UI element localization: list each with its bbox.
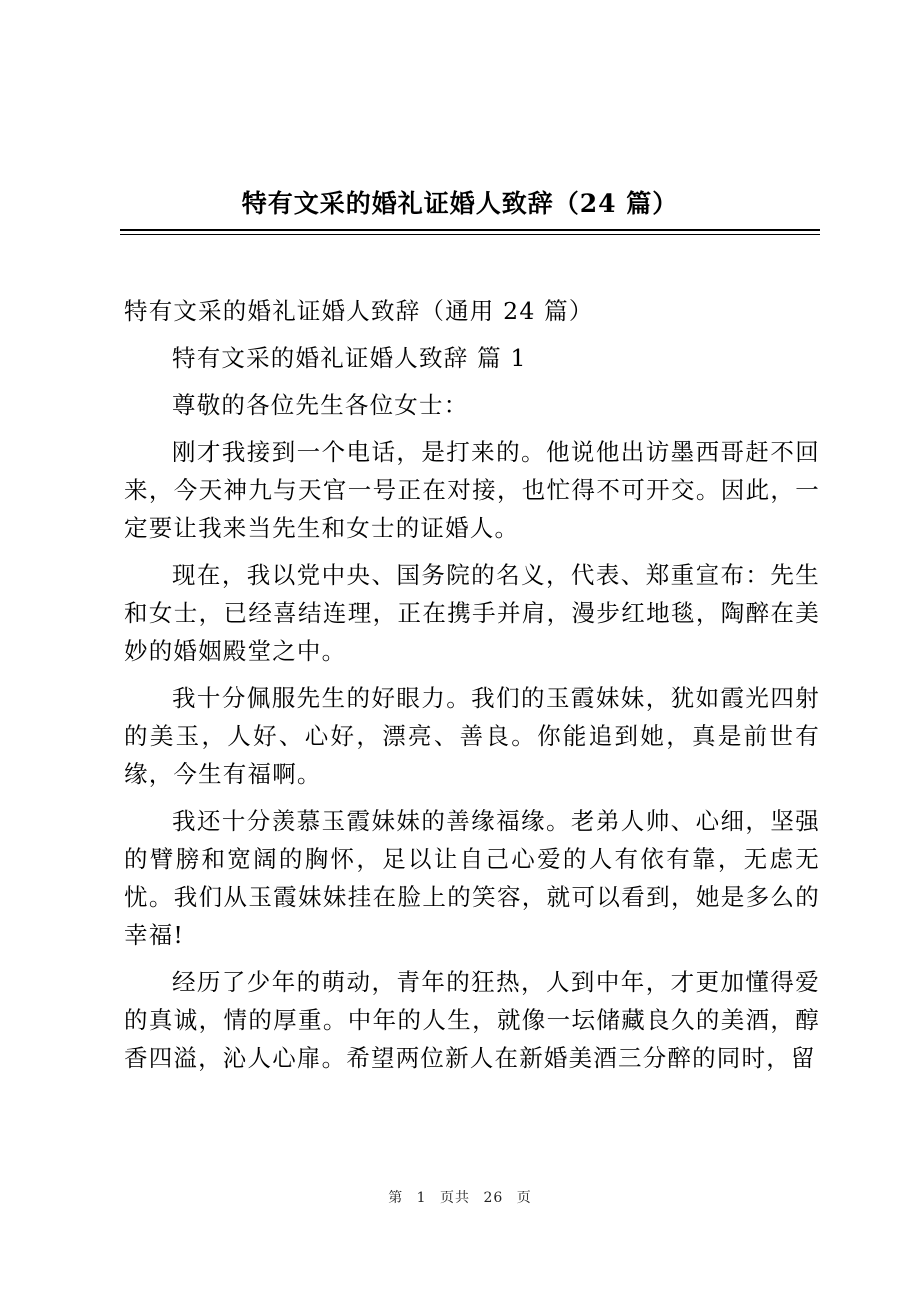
title-divider-thin xyxy=(120,234,820,235)
footer-suffix: 页 xyxy=(516,1190,532,1206)
body-paragraph: 经历了少年的萌动，青年的狂热，人到中年，才更加懂得爱的真诚，情的厚重。中年的人生，就像一坛储藏良久的美酒，醇香四溢，沁人心扉。希望两位新人在新婚美酒三分醉的同时，留 xyxy=(124,968,820,1072)
page-title: 特有文采的婚礼证婚人致辞（24 篇） xyxy=(241,189,679,218)
footer-prefix: 第 xyxy=(388,1190,404,1206)
page-footer xyxy=(0,1188,920,1208)
footer-current-page: 1 xyxy=(416,1190,427,1206)
section-heading: 特有文采的婚礼证婚人致辞 篇 1 xyxy=(172,344,527,372)
body-paragraph: 刚才我接到一个电话，是打来的。他说他出访墨西哥赶不回来，今天神九与天官一号正在对接，也忙得不可开交。因此，一定要让我来当先生和女士的证婚人。 xyxy=(124,438,820,542)
body-paragraph: 现在，我以党中央、国务院的名义，代表、郑重宣布：先生和女士，已经喜结连理，正在携手并肩，漫步红地毯，陶醉在美妙的婚姻殿堂之中。 xyxy=(124,561,820,665)
document-subtitle: 特有文采的婚礼证婚人致辞（通用 24 篇） xyxy=(124,297,594,325)
body-paragraph: 我十分佩服先生的好眼力。我们的玉霞妹妹，犹如霞光四射的美玉，人好、心好，漂亮、善良。你能追到她，真是前世有缘，今生有福啊。 xyxy=(124,684,820,788)
title-divider-thick xyxy=(120,229,820,231)
footer-middle: 页共 xyxy=(440,1190,471,1206)
footer-total-pages: 26 xyxy=(483,1190,504,1206)
document-body xyxy=(124,292,820,1086)
body-paragraph: 我还十分羡慕玉霞妹妹的善缘福缘。老弟人帅、心细，坚强的臂膀和宽阔的胸怀，足以让自己心爱的人有依有靠，无虑无忧。我们从玉霞妹妹挂在脸上的笑容，就可以看到，她是多么的幸福! xyxy=(124,807,820,949)
salutation: 尊敬的各位先生各位女士： xyxy=(172,391,469,419)
